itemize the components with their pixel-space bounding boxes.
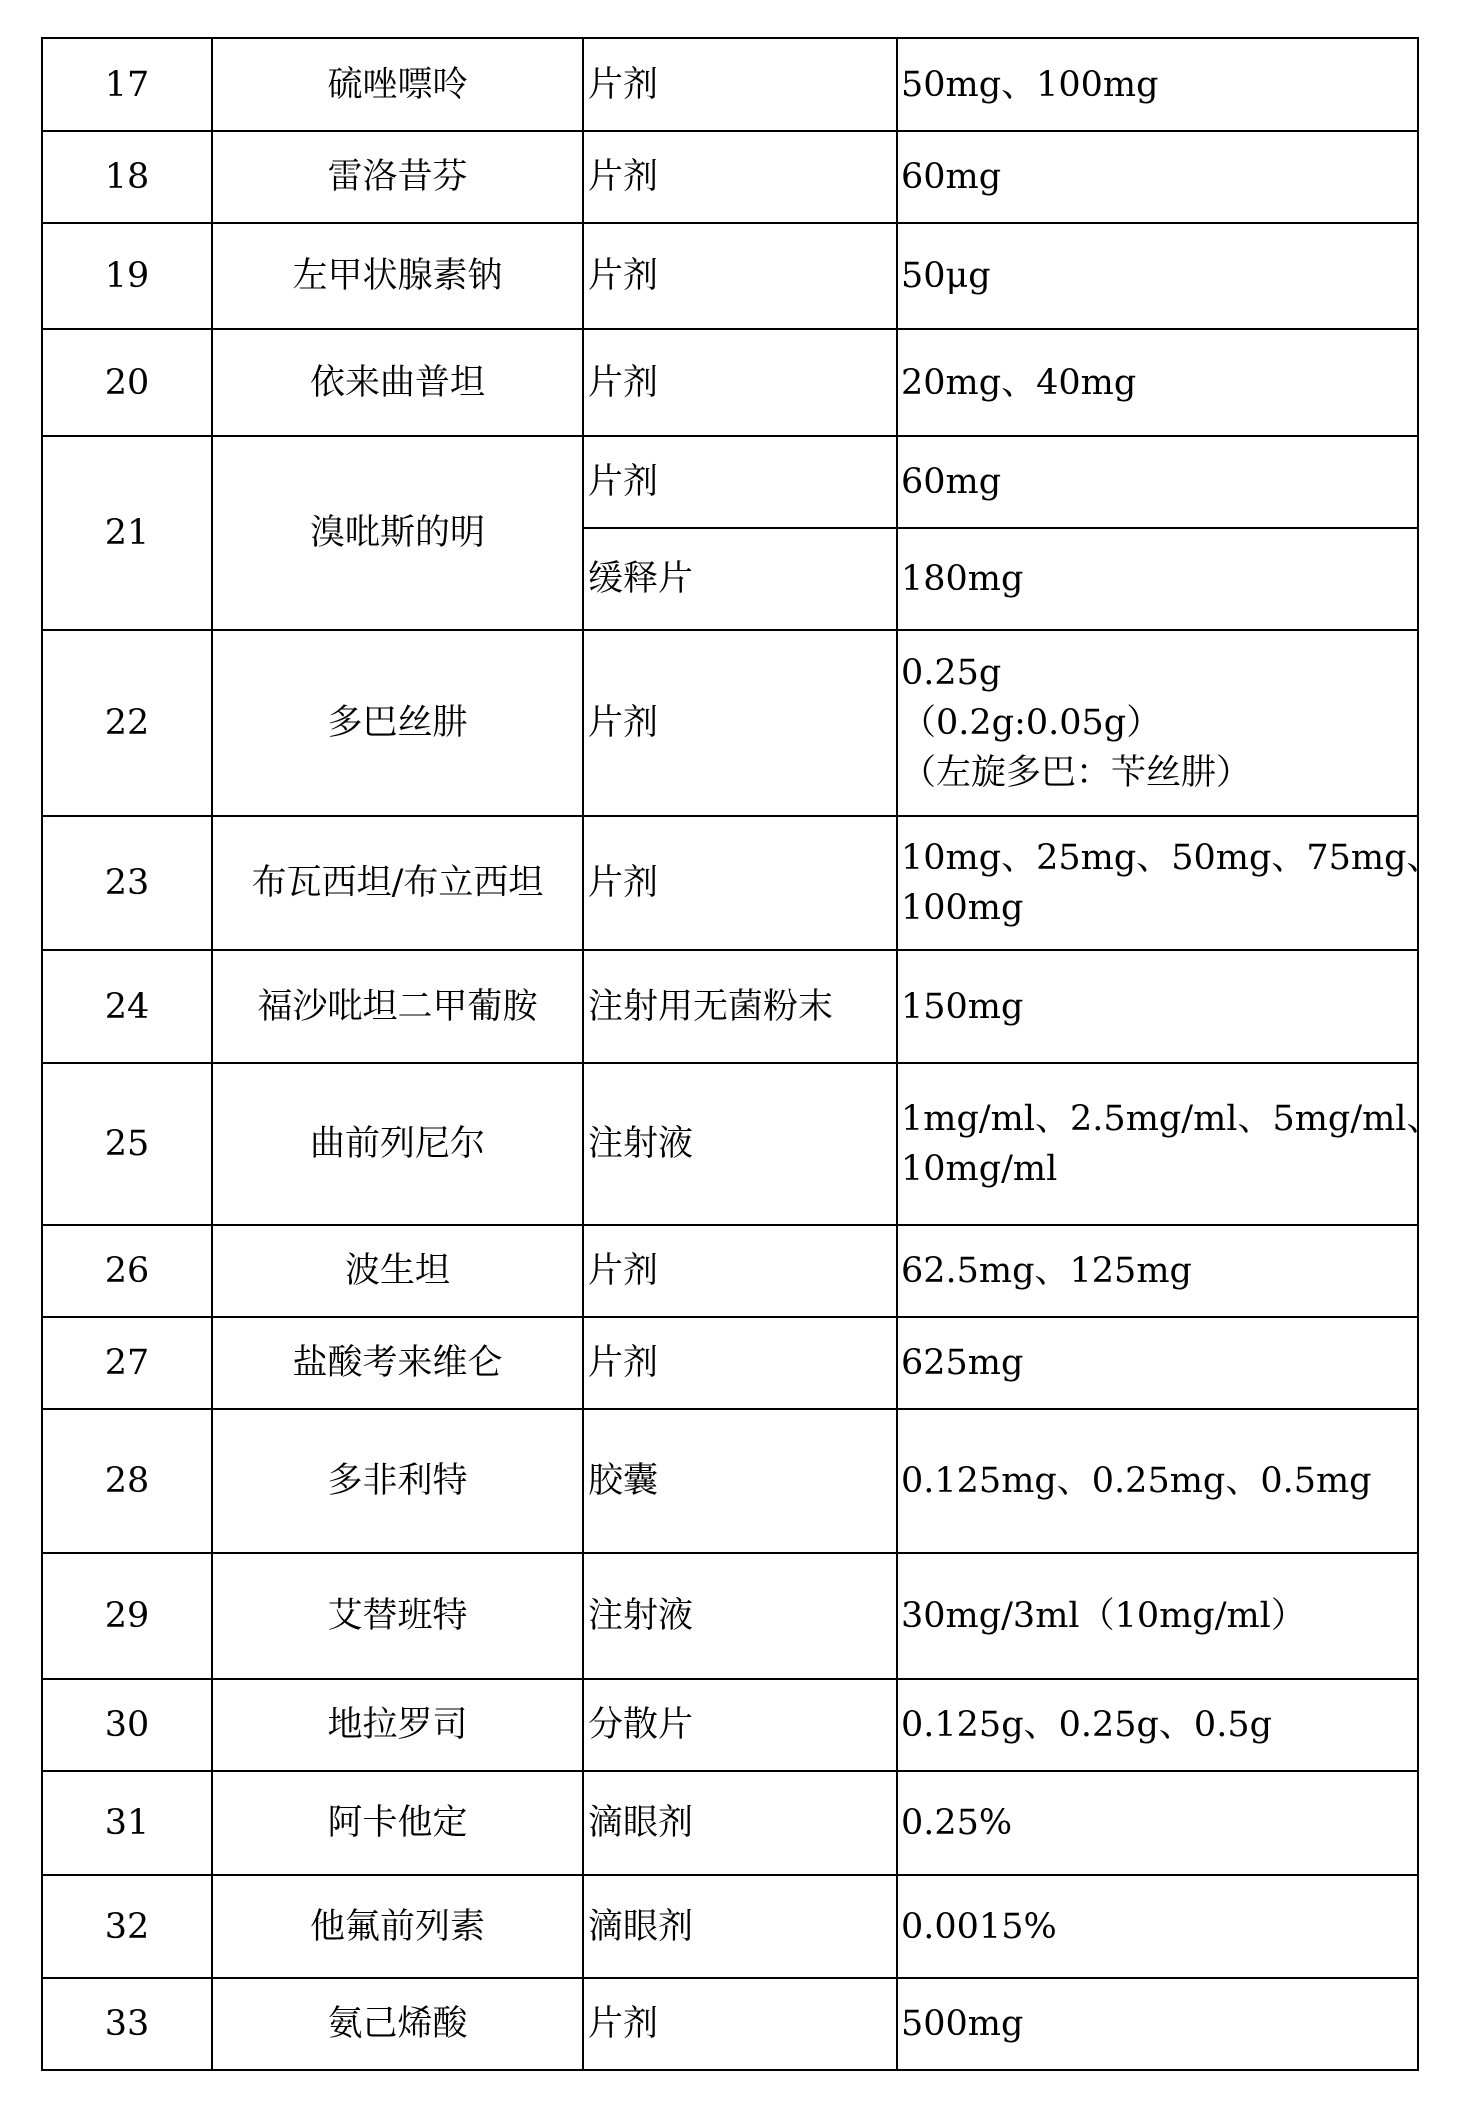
drug-spec-table	[41, 37, 1442, 2071]
specification-line: 180mg	[901, 559, 1024, 599]
specification-line: （0.2g:0.05g）	[901, 703, 1162, 743]
specification-line: 50mg、100mg	[901, 64, 1159, 105]
table-row	[42, 1553, 1418, 1679]
drug-name-cell: 多非利特	[212, 1409, 583, 1553]
dosage-form-cell: 片剂	[583, 816, 897, 950]
table-row	[42, 38, 1418, 131]
serial-number-cell: 17	[42, 38, 212, 131]
specification-cell	[897, 630, 1418, 816]
specification-line: 62.5mg、125mg	[901, 1251, 1192, 1291]
specification-cell	[897, 38, 1418, 131]
specification-line: 0.25%	[901, 1803, 1013, 1843]
dosage-form-cell: 胶囊	[583, 1409, 897, 1553]
specification-line: 0.125g、0.25g、0.5g	[901, 1705, 1273, 1745]
dosage-form-cell: 分散片	[583, 1679, 897, 1771]
specification-cell	[897, 1409, 1418, 1553]
serial-number-cell: 32	[42, 1875, 212, 1978]
dosage-form-cell: 滴眼剂	[583, 1771, 897, 1875]
dosage-form-cell: 片剂	[583, 1225, 897, 1317]
table-row	[42, 1771, 1418, 1875]
specification-line: 0.0015%	[901, 1906, 1057, 1947]
drug-name-cell: 盐酸考来维仑	[212, 1317, 583, 1409]
table-row	[42, 223, 1418, 329]
specification-cell	[897, 816, 1442, 950]
drug-name-cell: 阿卡他定	[212, 1771, 583, 1875]
specification-line: 150mg	[901, 986, 1024, 1027]
specification-line: 30mg/3ml（10mg/ml）	[901, 1596, 1306, 1636]
serial-number-cell: 33	[42, 1978, 212, 2070]
specification-cell	[897, 528, 1418, 630]
serial-number-cell: 22	[42, 630, 212, 816]
drug-name-cell: 波生坦	[212, 1225, 583, 1317]
drug-name-cell: 艾替班特	[212, 1553, 583, 1679]
drug-name-cell: 福沙吡坦二甲葡胺	[212, 950, 583, 1063]
table-row	[42, 816, 1418, 950]
dosage-form-cell: 片剂	[583, 131, 897, 223]
dosage-form-cell: 缓释片	[583, 528, 897, 630]
serial-number-cell: 29	[42, 1553, 212, 1679]
dosage-form-cell: 注射液	[583, 1553, 897, 1679]
specification-cell	[897, 1771, 1418, 1875]
specification-cell	[897, 131, 1418, 223]
dosage-form-cell: 片剂	[583, 329, 897, 436]
specification-line: 20mg、40mg	[901, 362, 1137, 403]
dosage-form-cell: 注射液	[583, 1063, 897, 1225]
specification-cell	[897, 1875, 1418, 1978]
specification-line: （左旋多巴：苄丝肼）	[901, 753, 1252, 793]
table-row	[42, 1225, 1418, 1317]
specification-line: 50μg	[901, 256, 991, 296]
specification-cell	[897, 1679, 1418, 1771]
serial-number-cell: 19	[42, 223, 212, 329]
dosage-form-cell: 片剂	[583, 1978, 897, 2070]
specification-line: 60mg	[901, 157, 1002, 197]
specification-line: 60mg	[901, 462, 1002, 502]
serial-number-cell: 20	[42, 329, 212, 436]
table-row	[42, 1063, 1418, 1225]
serial-number-cell: 30	[42, 1679, 212, 1771]
table-row	[42, 1317, 1418, 1409]
table-row	[42, 436, 1418, 528]
specification-cell	[897, 223, 1418, 329]
specification-cell	[897, 1978, 1418, 2070]
specification-line: 10mg、25mg、50mg、75mg、	[901, 838, 1442, 878]
serial-number-cell: 18	[42, 131, 212, 223]
drug-name-cell: 他氟前列素	[212, 1875, 583, 1978]
specification-cell	[897, 1063, 1442, 1225]
serial-number-cell: 28	[42, 1409, 212, 1553]
table-row	[42, 1978, 1418, 2070]
serial-number-cell: 26	[42, 1225, 212, 1317]
specification-line: 0.125mg、0.25mg、0.5mg	[901, 1461, 1372, 1501]
specification-cell	[897, 1317, 1418, 1409]
serial-number-cell: 31	[42, 1771, 212, 1875]
specification-line: 500mg	[901, 2004, 1024, 2044]
specification-line: 10mg/ml	[901, 1149, 1058, 1189]
drug-name-cell: 硫唑嘌呤	[212, 38, 583, 131]
drug-name-cell: 依来曲普坦	[212, 329, 583, 436]
drug-name-cell: 布瓦西坦/布立西坦	[212, 816, 583, 950]
dosage-form-cell: 片剂	[583, 223, 897, 329]
drug-name-cell: 溴吡斯的明	[212, 436, 583, 630]
dosage-form-cell: 片剂	[583, 1317, 897, 1409]
specification-line: 625mg	[901, 1343, 1024, 1383]
specification-line: 0.25g	[901, 653, 1002, 693]
serial-number-cell: 24	[42, 950, 212, 1063]
table-row	[42, 1875, 1418, 1978]
specification-cell	[897, 436, 1418, 528]
specification-cell	[897, 1225, 1418, 1317]
specification-cell	[897, 329, 1418, 436]
serial-number-cell: 27	[42, 1317, 212, 1409]
drug-name-cell: 左甲状腺素钠	[212, 223, 583, 329]
table-row	[42, 950, 1418, 1063]
specification-cell	[897, 1553, 1418, 1679]
drug-name-cell: 氨己烯酸	[212, 1978, 583, 2070]
table-row	[42, 1679, 1418, 1771]
drug-name-cell: 多巴丝肼	[212, 630, 583, 816]
dosage-form-cell: 滴眼剂	[583, 1875, 897, 1978]
table-row	[42, 329, 1418, 436]
table-row	[42, 1409, 1418, 1553]
drug-name-cell: 曲前列尼尔	[212, 1063, 583, 1225]
specification-line: 100mg	[901, 888, 1024, 928]
dosage-form-cell: 注射用无菌粉末	[583, 950, 897, 1063]
dosage-form-cell: 片剂	[583, 436, 897, 528]
drug-name-cell: 雷洛昔芬	[212, 131, 583, 223]
table-row	[42, 131, 1418, 223]
drug-name-cell: 地拉罗司	[212, 1679, 583, 1771]
table-row	[42, 630, 1418, 816]
serial-number-cell: 23	[42, 816, 212, 950]
serial-number-cell: 21	[42, 436, 212, 630]
dosage-form-cell: 片剂	[583, 630, 897, 816]
dosage-form-cell: 片剂	[583, 38, 897, 131]
specification-line: 1mg/ml、2.5mg/ml、5mg/ml、	[901, 1099, 1442, 1139]
specification-cell	[897, 950, 1418, 1063]
serial-number-cell: 25	[42, 1063, 212, 1225]
